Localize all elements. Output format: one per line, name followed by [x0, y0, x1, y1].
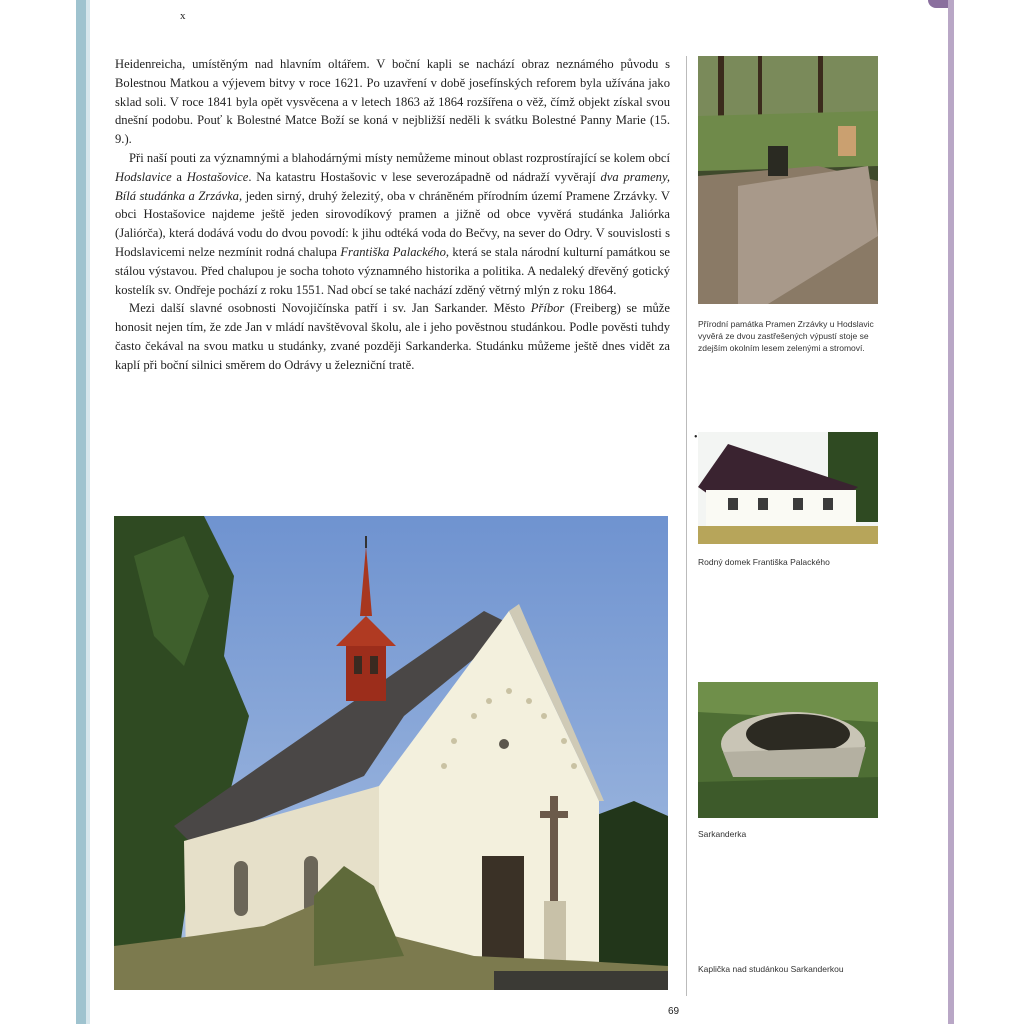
page-edge-stripe — [76, 0, 86, 1024]
page-edge-right-top — [928, 0, 948, 8]
sarkanderka-well-photo — [698, 682, 878, 818]
body-text — [115, 55, 670, 375]
caption-spring-photo: Přírodní památka Pramen Zrzávky u Hodslavic vyvěrá ze dvou zastřešených výpustí stoje se zdejším okolním lesem zelenými a stromoví. — [698, 319, 874, 353]
palacky-house-photo — [698, 432, 878, 544]
paragraph-1: Heidenreicha, umístěným nad hlavním oltářem. V boční kapli se nachází obraz neznámého původu s Bolestnou Matkou a výjevem bitvy v roce 1621. Po uzavření v době josefínských reforem byla užívána jako sklad soli. V roce 1841 byla opět vysvěcena a v letech 1863 až 1864 rozšířena o věž, čímž objekt získal svou dnešní podobu. Pouť k Bolestné Matce Boží se koná v nejbližší neděli k svátku Bolestné Panny Marie (15. 9.). — [115, 57, 670, 147]
page-number: 69 — [668, 1006, 680, 1017]
chapel-photo — [114, 516, 668, 990]
page-margin-left — [0, 0, 76, 1024]
page-edge-right — [948, 0, 954, 1024]
column-divider — [686, 56, 687, 996]
corner-mark: x — [180, 10, 186, 22]
caption-sarkanderka: Sarkanderka — [698, 829, 747, 839]
page-edge-stripe-inner — [86, 0, 90, 1024]
paragraph-3: Mezi další slavné osobnosti Novojičínska patří i sv. Jan Sarkander. Město Příbor (Freiberg) se může honosit nejen tím, že zde Jan v mládí navštěvoval školu, ale i jeho pověstnou studánkou. Podle pověsti tuhdy často čekával na svou matku u studánky, zvané později Sarkanderka. Studánku můžeme ještě dnes vidět za kaplí při boční silnici směrem do Odrávy u železniční tratě. — [115, 301, 670, 372]
bullet-mark: • — [694, 432, 698, 443]
paragraph-2: Při naší pouti za významnými a blahodárnými místy nemůžeme minout oblast rozprostírající se kolem obcí Hodslavice a Hostašovice. Na katastru Hostašovic v lese severozápadně od nádraží vyvěrají dva prameny, Bílá studánka a Zrzávka, jeden sirný, druhý železitý, oba v chráněném přírodním území Pramene Zrzávky. V obci Hostašovice najdeme ještě jeden sirovodíkový pramen a jižně od obce vyvěrá studánka Jaliórka (Jaliórča), která dodává vodu do dvou povodí: k jihu odtéká voda do Bečvy, na sever do Odry. V souvislosti s Hodslavicemi nelze nezmínit rodná chalupa Františka Palackého, která se stala národní kulturní památkou se stálou výstavou. Před chalupou je socha tohoto významného historika a politika. A nedaleký dřevěný gotický kostelík sv. Ondřeje pochází z roku 1551. Nad obcí se také nachází zděný větrný mlýn z roku 1864. — [115, 150, 670, 297]
spring-photo — [698, 56, 878, 304]
caption-chapel: Kaplička nad studánkou Sarkanderkou — [698, 964, 844, 974]
caption-palacky-house: Rodný domek Františka Palackého — [698, 557, 830, 567]
